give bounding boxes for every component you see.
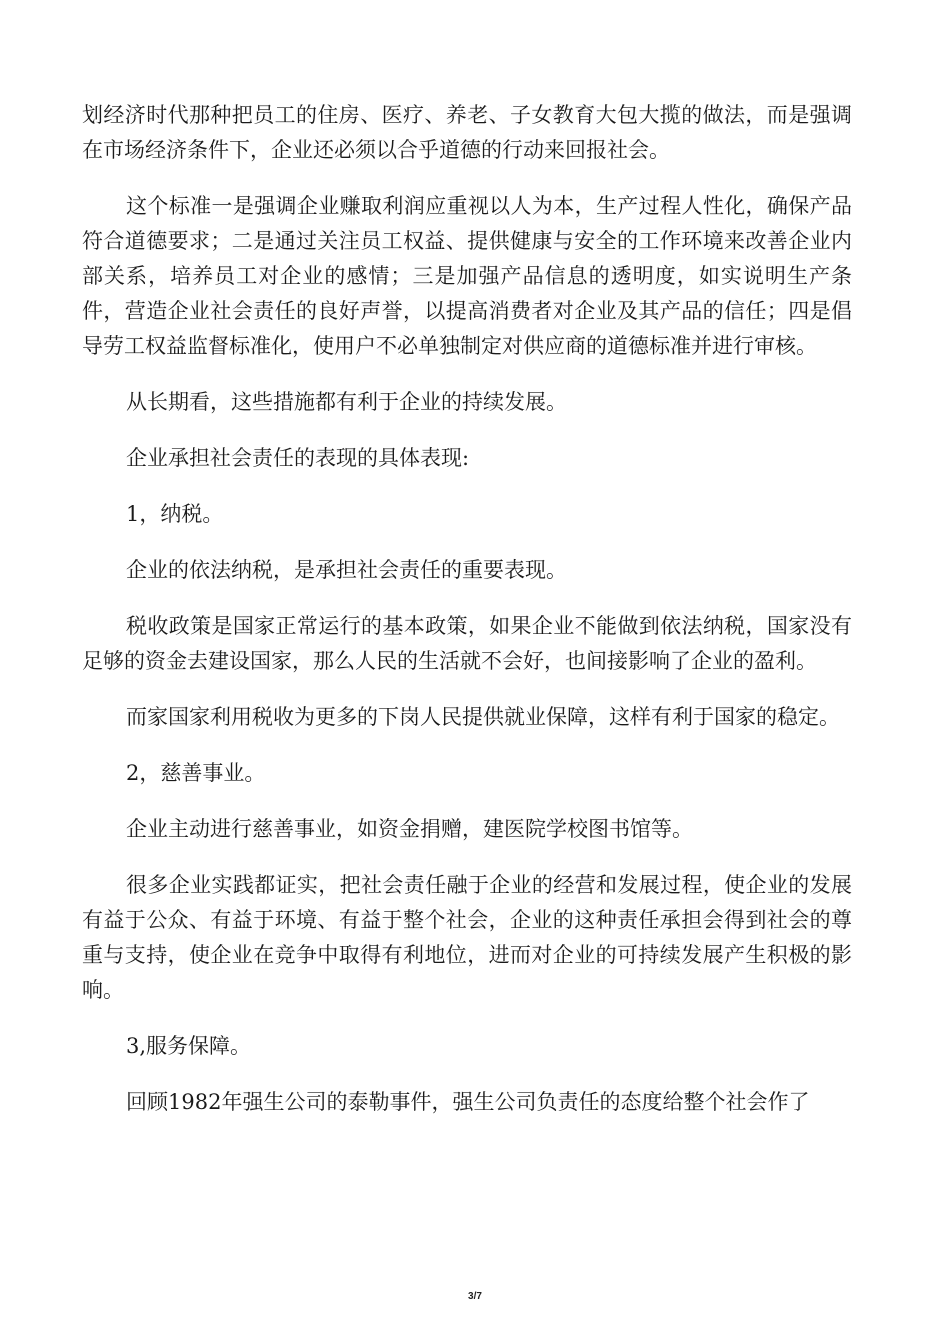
paragraph-8: 而家国家利用税收为更多的下岗人民提供就业保障，这样有利于国家的稳定。	[126, 705, 840, 729]
paragraph-11: 很多企业实践都证实，把社会责任融于企业的经营和发展过程，使企业的发展有益于公众、有益于环境、有益于整个社会，企业的这种责任承担会得到社会的尊重与支持，使企业在竞争中取得有利地位，进而对企业的可持续发展产生积极的影响。	[82, 873, 852, 1002]
paragraph-7: 税收政策是国家正常运行的基本政策，如果企业不能做到依法纳税，国家没有足够的资金去建设国家，那么人民的生活就不会好，也间接影响了企业的盈利。	[82, 614, 852, 673]
section-heading-2: 2，慈善事业。	[126, 761, 266, 785]
paragraph-13: 回顾1982年强生公司的泰勒事件，强生公司负责任的态度给整个社会作了	[126, 1090, 810, 1114]
paragraph-3: 从长期看，这些措施都有利于企业的持续发展。	[126, 390, 567, 414]
section-heading-1: 1，纳税。	[126, 502, 224, 526]
paragraph-6: 企业的依法纳税，是承担社会责任的重要表现。	[126, 558, 567, 582]
paragraph-2: 这个标准一是强调企业赚取利润应重视以人为本，生产过程人性化，确保产品符合道德要求；二是通过关注员工权益、提供健康与安全的工作环境来改善企业内部关系，培养员工对企业的感情；三是加强产品信息的透明度，如实说明生产条件，营造企业社会责任的良好声誉，以提高消费者对企业及其产品的信任；四是倡导劳工权益监督标准化，使用户不必单独制定对供应商的道德标准并进行审核。	[82, 194, 852, 358]
section-heading-3: 3,服务保障。	[126, 1034, 252, 1058]
paragraph-4: 企业承担社会责任的表现的具体表现:	[126, 446, 470, 470]
page-number: 3/7	[468, 1291, 482, 1302]
paragraph-1: 划经济时代那种把员工的住房、医疗、养老、子女教育大包大揽的做法，而是强调在市场经济条件下，企业还必须以合乎道德的行动来回报社会。	[82, 103, 852, 162]
document-body	[82, 98, 852, 1141]
paragraph-10: 企业主动进行慈善事业，如资金捐赠，建医院学校图书馆等。	[126, 817, 693, 841]
